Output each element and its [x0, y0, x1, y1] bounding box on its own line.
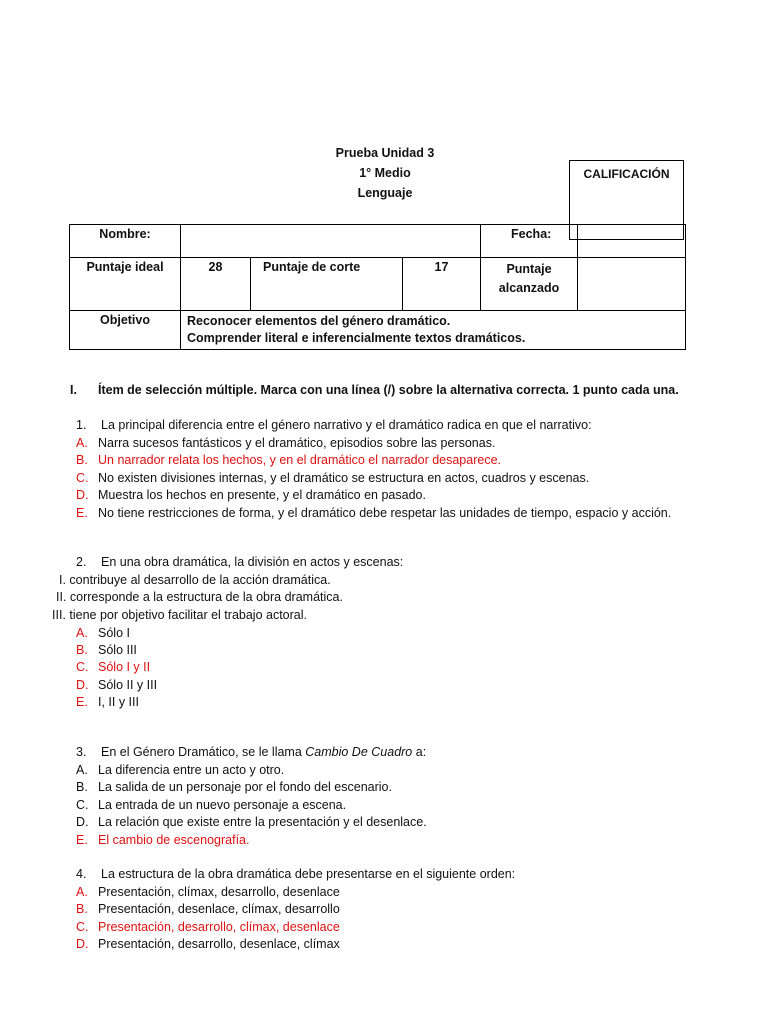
info-table — [69, 224, 686, 350]
option-3d[interactable]: D. La relación que existe entre la presentación y el desenlace. — [76, 815, 427, 829]
option-4a[interactable]: A. Presentación, clímax, desarrollo, desenlace — [76, 885, 340, 899]
option-3a[interactable]: A. La diferencia entre un acto y otro. — [76, 763, 285, 777]
ideal-score-value: 28 — [181, 258, 251, 311]
date-label: Fecha: — [481, 225, 578, 258]
achieved-label-line1: Puntaje — [506, 262, 552, 276]
option-1b[interactable]: B. Un narrador relata los hechos, y en el dramático el narrador desaparece. — [76, 453, 501, 467]
option-2a[interactable]: A. Sólo I — [76, 626, 130, 640]
objective-line-2: Comprender literal e inferencialmente textos dramáticos. — [187, 331, 526, 345]
statement-1: I. contribuye al desarrollo de la acción dramática. — [59, 573, 331, 587]
option-2e[interactable]: E. I, II y III — [76, 695, 139, 709]
section-instruction: Ítem de selección múltiple. Marca con una línea (/) sobre la alternativa correcta. 1 punto cada una. — [98, 383, 679, 397]
option-3b[interactable]: B. La salida de un personaje por el fondo del escenario. — [76, 780, 392, 794]
question-text-prefix: En el Género Dramático, se le llama — [101, 745, 306, 759]
table-row — [70, 311, 686, 350]
subject: Lenguaje — [357, 186, 413, 200]
cut-score-label: Puntaje de corte — [251, 258, 403, 311]
section-numeral: I. — [70, 383, 77, 397]
question-text-suffix: a: — [412, 745, 427, 759]
test-title: Prueba Unidad 3 — [335, 146, 435, 160]
cut-score-value: 17 — [403, 258, 481, 311]
option-4b[interactable]: B. Presentación, desenlace, clímax, desarrollo — [76, 902, 340, 916]
option-1d[interactable]: D. Muestra los hechos en presente, y el dramático en pasado. — [76, 488, 426, 502]
question-2 — [76, 555, 403, 569]
option-3e[interactable]: E. El cambio de escenografía. — [76, 833, 250, 847]
question-number: 1. — [76, 418, 87, 432]
question-number: 4. — [76, 867, 87, 881]
achieved-score-field[interactable] — [578, 258, 686, 311]
question-text: En una obra dramática, la división en actos y escenas: — [101, 555, 404, 569]
question-number: 2. — [76, 555, 87, 569]
grade-level: 1° Medio — [359, 166, 411, 180]
objective-label: Objetivo — [70, 311, 181, 350]
achieved-score-label — [481, 258, 578, 311]
statement-2: II. corresponde a la estructura de la obra dramática. — [56, 590, 343, 604]
statement-3: III. tiene por objetivo facilitar el trabajo actoral. — [52, 608, 307, 622]
table-row — [70, 258, 686, 311]
question-4 — [76, 867, 515, 881]
option-2c[interactable]: C. Sólo I y II — [76, 660, 151, 674]
question-number: 3. — [76, 745, 87, 759]
objective-line-1: Reconocer elementos del género dramático. — [187, 314, 451, 328]
question-text: La principal diferencia entre el género narrativo y el dramático radica en que el narrativo: — [101, 418, 592, 432]
option-2d[interactable]: D. Sólo II y III — [76, 678, 158, 692]
option-4d[interactable]: D. Presentación, desarrollo, desenlace, clímax — [76, 937, 340, 951]
option-4c[interactable]: C. Presentación, desarrollo, clímax, desenlace — [76, 920, 340, 934]
ideal-score-label: Puntaje ideal — [70, 258, 181, 311]
option-1e[interactable]: E. No tiene restricciones de forma, y el dramático debe respetar las unidades de tiempo, espacio y acción. — [76, 506, 672, 520]
option-2b[interactable]: B. Sólo III — [76, 643, 137, 657]
question-text-italic: Cambio De Cuadro — [305, 745, 413, 759]
option-1a[interactable]: A. Narra sucesos fantásticos y el dramático, episodios sobre las personas. — [76, 436, 496, 450]
name-label: Nombre: — [70, 225, 181, 258]
name-field[interactable] — [181, 225, 481, 258]
question-text: La estructura de la obra dramática debe presentarse en el siguiente orden: — [101, 867, 516, 881]
question-3 — [76, 745, 426, 759]
option-3c[interactable]: C. La entrada de un nuevo personaje a escena. — [76, 798, 347, 812]
table-row — [70, 225, 686, 258]
question-1 — [76, 418, 592, 432]
grade-box-label: CALIFICACIÓN — [583, 167, 670, 181]
option-1c[interactable]: C. No existen divisiones internas, y el dramático se estructura en actos, cuadros y escenas. — [76, 471, 590, 485]
achieved-label-line2: alcanzado — [498, 281, 560, 295]
date-field[interactable] — [578, 225, 686, 258]
objective-text — [181, 311, 686, 350]
